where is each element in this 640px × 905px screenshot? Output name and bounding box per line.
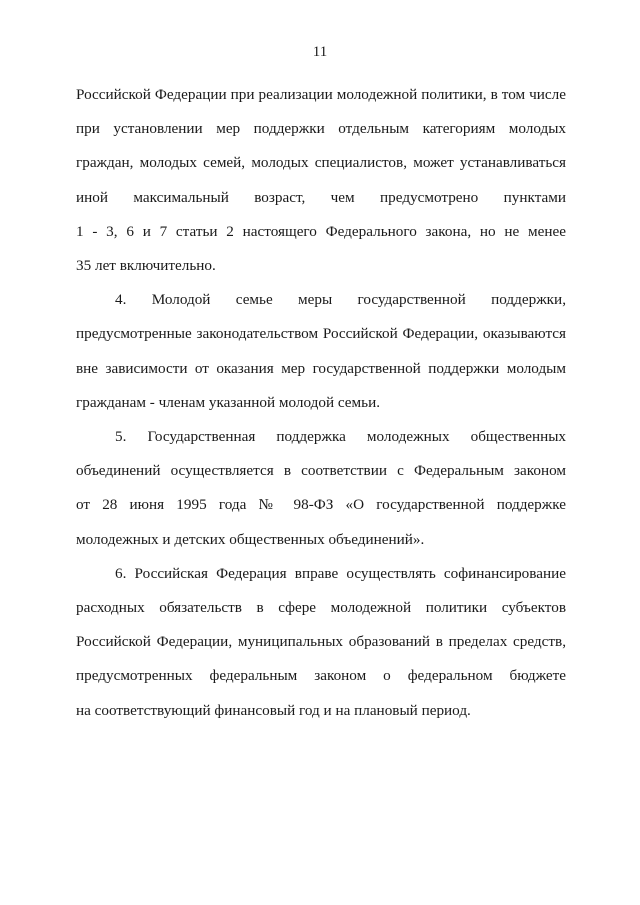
text-line: от 28 июня 1995 года № 98-ФЗ «О государственной поддержке	[76, 496, 566, 514]
paragraph-item-6	[76, 557, 566, 728]
text-line: Российской Федерации, муниципальных образований в пределах средств,	[76, 633, 566, 651]
text-line: расходных обязательств в сфере молодежной политики субъектов	[76, 599, 566, 617]
paragraph-item-5	[76, 420, 566, 557]
text-line: вне зависимости от оказания мер государственной поддержки молодым	[76, 359, 566, 377]
text-line: 1 - 3, 6 и 7 статьи 2 настоящего Федерального закона, но не менее	[76, 222, 566, 240]
text-line: Российской Федерации при реализации молодежной политики, в том числе	[76, 86, 566, 103]
text-line: объединений осуществляется в соответствии с Федеральным законом	[76, 462, 566, 480]
text-line: молодежных и детских общественных объединений».	[76, 530, 425, 548]
text-line: предусмотренных федеральным законом о федеральном бюджете	[76, 667, 566, 685]
text-line: предусмотренные законодательством Российской Федерации, оказываются	[76, 325, 566, 343]
text-line: иной максимальный возраст, чем предусмотрено пунктами	[76, 188, 566, 206]
text-line: гражданам - членам указанной молодой семьи.	[76, 393, 381, 411]
text-line: 35 лет включительно.	[76, 257, 216, 275]
text-line: 6. Российская Федерация вправе осуществлять софинансирование	[115, 564, 566, 582]
text-line: при установлении мер поддержки отдельным категориям молодых	[76, 120, 566, 138]
text-line: граждан, молодых семей, молодых специалистов, может устанавливаться	[76, 154, 566, 172]
text-line: на соответствующий финансовый год и на плановый период.	[76, 701, 471, 719]
text-line: 4. Молодой семье меры государственной поддержки,	[115, 291, 566, 309]
paragraph-item-4	[76, 283, 566, 420]
text-line: 5. Государственная поддержка молодежных общественных	[115, 428, 566, 446]
page-number: 11	[312, 44, 328, 60]
document-body	[76, 78, 566, 728]
paragraph-continuation	[76, 78, 566, 283]
